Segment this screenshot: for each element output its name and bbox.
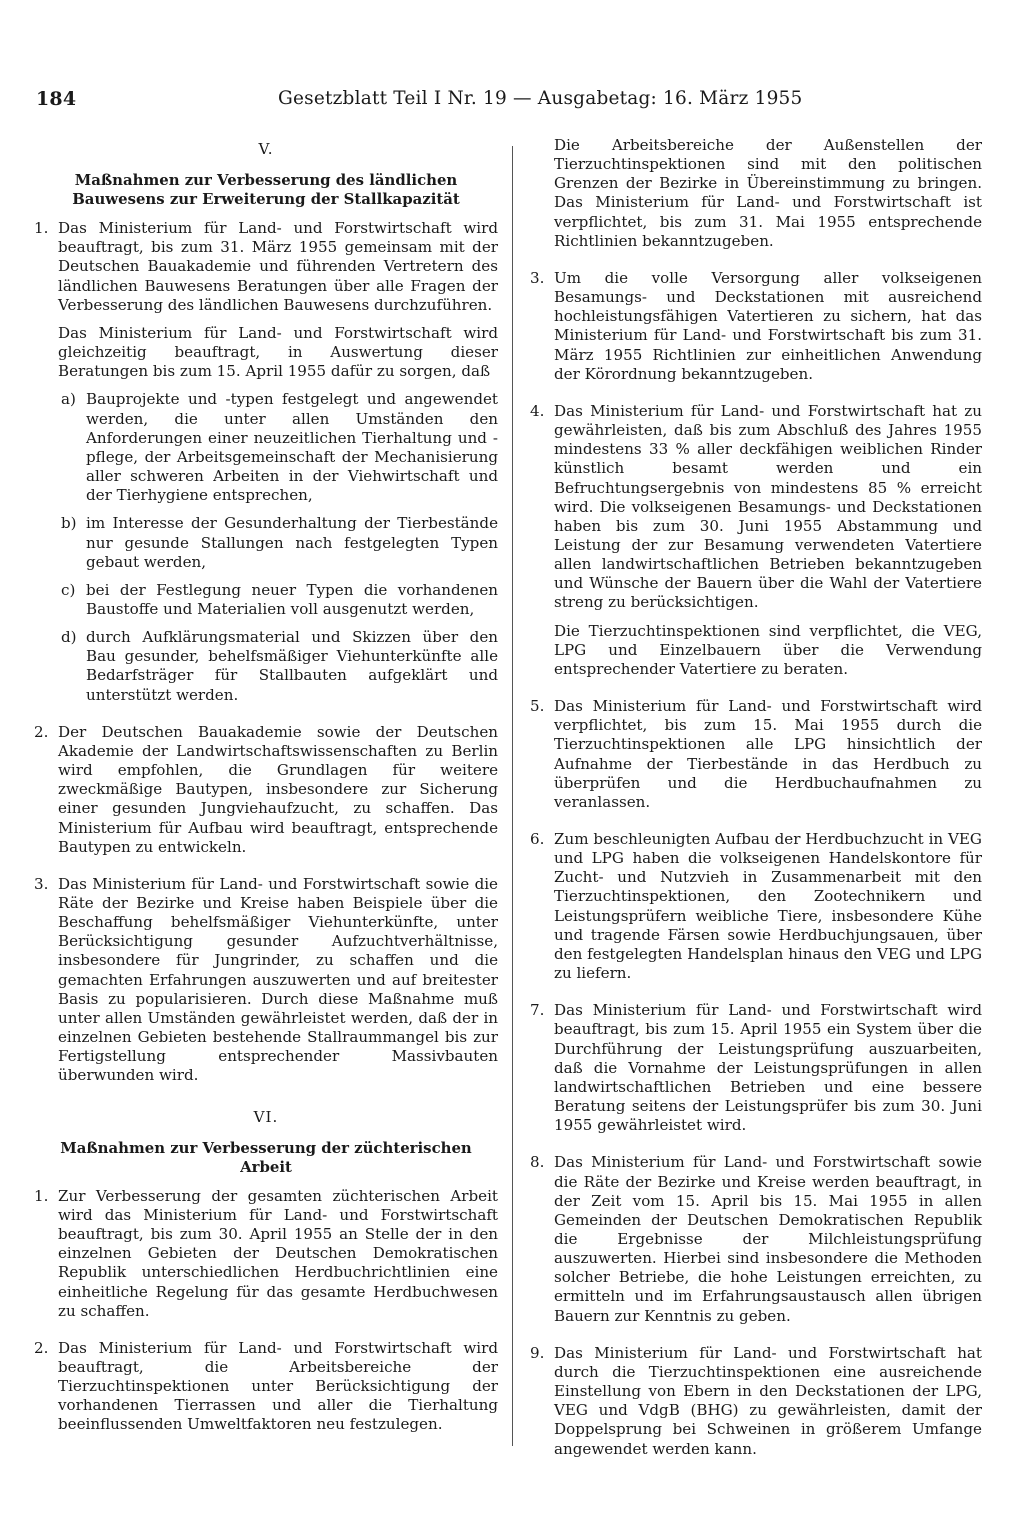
section-vi-title: Maßnahmen zur Verbesserung der züchterischen Arbeit bbox=[60, 1138, 472, 1176]
sub-item-a bbox=[58, 390, 498, 505]
section-vi-item-5 bbox=[530, 697, 982, 812]
item-text: Das Ministerium für Land- und Forstwirtschaft wird beauftragt, bis zum 15. April 1955 ein System über die Durchführung der Leistungsprüfung auszuarbeiten, daß die Vornahme der Leistungsprüfungen in allen landwirtschaftlichen Betrieben und eine bessere Beratung seitens der Leistungsprüfer bis zum 30. Juni 1955 gewährleistet wird. bbox=[554, 1001, 982, 1135]
section-vi-item-7 bbox=[530, 1001, 982, 1135]
right-column bbox=[530, 136, 982, 1459]
item-number: 2. bbox=[34, 722, 49, 741]
section-vi-item-9 bbox=[530, 1344, 982, 1459]
sub-item-label: d) bbox=[61, 628, 77, 647]
page-number: 184 bbox=[36, 88, 77, 110]
sub-item-label: b) bbox=[61, 514, 77, 533]
sub-item-d bbox=[58, 628, 498, 705]
sub-item-b bbox=[58, 514, 498, 571]
item-text: Das Ministerium für Land- und Forstwirtschaft hat durch die Tierzuchtinspektionen eine ausreichende Einstellung von Ebern in den Deckstationen der LPG, VEG und VdgB (BHG) zu gewährleisten, damit der Doppelsprung bei Schweinen in größerem Umfange angewendet werden kann. bbox=[554, 1343, 982, 1458]
sub-item-text: im Interesse der Gesunderhaltung der Tierbestände nur gesunde Stallungen nach festgelegten Typen gebaut werden, bbox=[86, 514, 498, 571]
section-v-item-1 bbox=[34, 219, 498, 705]
item-number: 5. bbox=[530, 697, 545, 716]
sub-item-text: durch Aufklärungsmaterial und Skizzen über den Bau gesunder, behelfsmäßiger Viehunterkünfte alle Bedarfsträger für Stallbauten aufgeklärt und unterstützt werden. bbox=[86, 628, 498, 704]
item-text: Zum beschleunigten Aufbau der Herdbuchzucht in VEG und LPG haben die volkseigenen Handelskontore für Zucht- und Nutzvieh in Zusammenarbeit mit den Tierzuchtinspektionen, den Zootechnikern und Leistungsprüfern weibliche Tiere, insbesondere Kühe und tragende Färsen sowie Herdbuchjungsauen, über den festgelegten Handelsplan hinaus den VEG und LPG zu liefern. bbox=[554, 830, 982, 983]
item-number: 6. bbox=[530, 830, 545, 848]
sub-item-label: c) bbox=[61, 580, 76, 599]
item-paragraph: Die Tierzuchtinspektionen sind verpflichtet, die VEG, LPG und Einzelbauern über die Verwendung entsprechender Vatertiere zu beraten. bbox=[554, 621, 982, 678]
section-vi-item-6 bbox=[530, 830, 982, 983]
sub-item-label: a) bbox=[61, 390, 76, 409]
item-number: 7. bbox=[530, 1001, 545, 1020]
item-text: Zur Verbesserung der gesamten züchterischen Arbeit wird das Ministerium für Land- und Forstwirtschaft beauftragt, bis zum 30. April 1955 an Stelle der in den einzelnen Gebieten der Deutschen Demokratischen Republik unterschiedlichen Herdbuchrichtlinien eine einheitliche Regelung für das gesamte Herdbuchwesen zu schaffen. bbox=[58, 1186, 498, 1320]
column-divider bbox=[512, 146, 513, 1446]
item-number: 3. bbox=[530, 268, 545, 287]
item-text: Um die volle Versorgung aller volkseigenen Besamungs- und Deckstationen mit ausreichend hochleistungsfähigen Vatertieren zu sichern, hat das Ministerium für Land- und Forstwirtschaft bis zum 31. März 1955 Richtlinien zur einheitlichen Anwendung der Körordnung bekanntzugeben. bbox=[554, 268, 982, 383]
gazette-title: Gesetzblatt Teil I Nr. 19 — Ausgabetag: 16. März 1955 bbox=[278, 88, 803, 109]
item-number: 9. bbox=[530, 1343, 545, 1362]
left-column bbox=[34, 136, 498, 1435]
section-v-title: Maßnahmen zur Verbesserung des ländlichen Bauwesens zur Erweiterung der Stallkapazität bbox=[72, 171, 460, 209]
item-number: 2. bbox=[34, 1338, 49, 1357]
sub-item-c bbox=[58, 581, 498, 619]
item-number: 1. bbox=[34, 219, 49, 238]
item-paragraph: Das Ministerium für Land- und Forstwirtschaft wird gleichzeitig beauftragt, in Auswertung dieser Beratungen bis zum 15. April 1955 dafür zu sorgen, daß bbox=[58, 323, 498, 381]
item-number: 3. bbox=[34, 874, 49, 893]
item-text: Der Deutschen Bauakademie sowie der Deutschen Akademie der Landwirtschaftswissenschaften zu Berlin wird empfohlen, die Grundlagen für weitere zweckmäßige Bautypen, insbesondere zur Sicherung einer gesunden Jungviehaufzucht, zu schaffen. Das Ministerium für Aufbau wird beauftragt, entsprechende Bautypen zu entwickeln. bbox=[58, 722, 498, 856]
section-v-number: V. bbox=[258, 140, 274, 158]
section-v-item-3 bbox=[34, 875, 498, 1086]
item-number: 8. bbox=[530, 1153, 545, 1172]
item-text: Das Ministerium für Land- und Forstwirtschaft wird beauftragt, die Arbeitsbereiche der Tierzuchtinspektionen unter Berücksichtigung der vorhandenen Tierrassen und aller die Tierhaltung beeinflussenden Umweltfaktoren neu festzulegen. bbox=[58, 1338, 498, 1434]
item-text: Das Ministerium für Land- und Forstwirtschaft sowie die Räte der Bezirke und Kreise haben Beispiele über die Beschaffung behelfsmäßiger Viehunterkünfte, unter Berücksichtigung gesunder Aufzuchtverhältnisse, insbesondere für Jungrinder, zu schaffen und die gemachten Erfahrungen auszuwerten und auf breitester Basis zu popularisieren. Durch diese Maßnahme muß unter allen Umständen gewährleistet werden, daß der in einzelnen Gebieten bestehende Stallraummangel bis zur Fertigstellung entsprechender Massivbauten überwunden wird. bbox=[58, 874, 498, 1085]
section-vi-item-2-continuation: Die Arbeitsbereiche der Außenstellen der Tierzuchtinspektionen sind mit den politischen Grenzen der Bezirke in Übereinstimmung zu bringen. Das Ministerium für Land- und Forstwirtschaft ist verpflichtet, bis zum 31. Mai 1955 entsprechende Richtlinien bekanntzugeben. bbox=[554, 136, 982, 250]
section-v-item-2 bbox=[34, 723, 498, 857]
page-header bbox=[36, 88, 803, 118]
item-text: Das Ministerium für Land- und Forstwirtschaft sowie die Räte der Bezirke und Kreise werden beauftragt, in der Zeit vom 15. April bis 15. Mai 1955 in allen Gemeinden der Deutschen Demokratischen Republik die Ergebnisse der Milchleistungsprüfung auszuwerten. Hierbei sind insbesondere die Methoden solcher Betriebe, die hohe Leistungen erreichten, zu ermitteln und im Erfahrungsaustausch allen übrigen Bauern zur Kenntnis zu geben. bbox=[554, 1153, 982, 1325]
item-text: Das Ministerium für Land- und Forstwirtschaft wird verpflichtet, bis zum 15. Mai 1955 durch die Tierzuchtinspektionen alle LPG hinsichtlich der Aufnahme der Tierbestände in das Herdbuch zu überprüfen und die Herdbuchaufnahmen zu veranlassen. bbox=[554, 697, 982, 811]
section-vi-item-1 bbox=[34, 1187, 498, 1321]
section-vi-item-4 bbox=[530, 402, 982, 679]
item-text: Das Ministerium für Land- und Forstwirtschaft wird beauftragt, bis zum 31. März 1955 gemeinsam mit der Deutschen Bauakademie und führenden Vertretern des ländlichen Bauwesens Beratungen über alle Fragen der Verbesserung des ländlichen Bauwesens durchzuführen. bbox=[58, 219, 498, 314]
sub-item-text: bei der Festlegung neuer Typen die vorhandenen Baustoffe und Materialien voll ausgenutzt werden, bbox=[86, 580, 498, 618]
section-vi-item-8 bbox=[530, 1153, 982, 1325]
item-text: Das Ministerium für Land- und Forstwirtschaft hat zu gewährleisten, daß bis zum Abschluß des Jahres 1955 mindestens 33 % aller deckfähigen weiblichen Rinder künstlich besamt werden und ein Befruchtungsergebnis von mindestens 85 % erreicht wird. Die volkseigenen Besamungs- und Deckstationen haben bis zum 30. Juni 1955 Abstammung und Leistung der zur Besamung verwendeten Vatertiere allen landwirtschaftlichen Betrieben bekanntzugeben und Wünsche der Bauern über die Wahl der Vatertiere streng zu berücksichtigen. bbox=[554, 401, 982, 612]
item-number: 1. bbox=[34, 1186, 49, 1205]
section-vi-item-3 bbox=[530, 269, 982, 384]
item-number: 4. bbox=[530, 401, 545, 420]
section-vi-item-2 bbox=[34, 1339, 498, 1435]
sub-item-text: Bauprojekte und -typen festgelegt und angewendet werden, die unter allen Umständen den Anforderungen einer neuzeitlichen Tierhaltung und -pflege, der Arbeitsgemeinschaft der Mechanisierung aller schweren Arbeiten in der Viehwirtschaft und der Tierhygiene entsprechen, bbox=[86, 390, 498, 505]
section-vi-number: VI. bbox=[253, 1107, 279, 1126]
